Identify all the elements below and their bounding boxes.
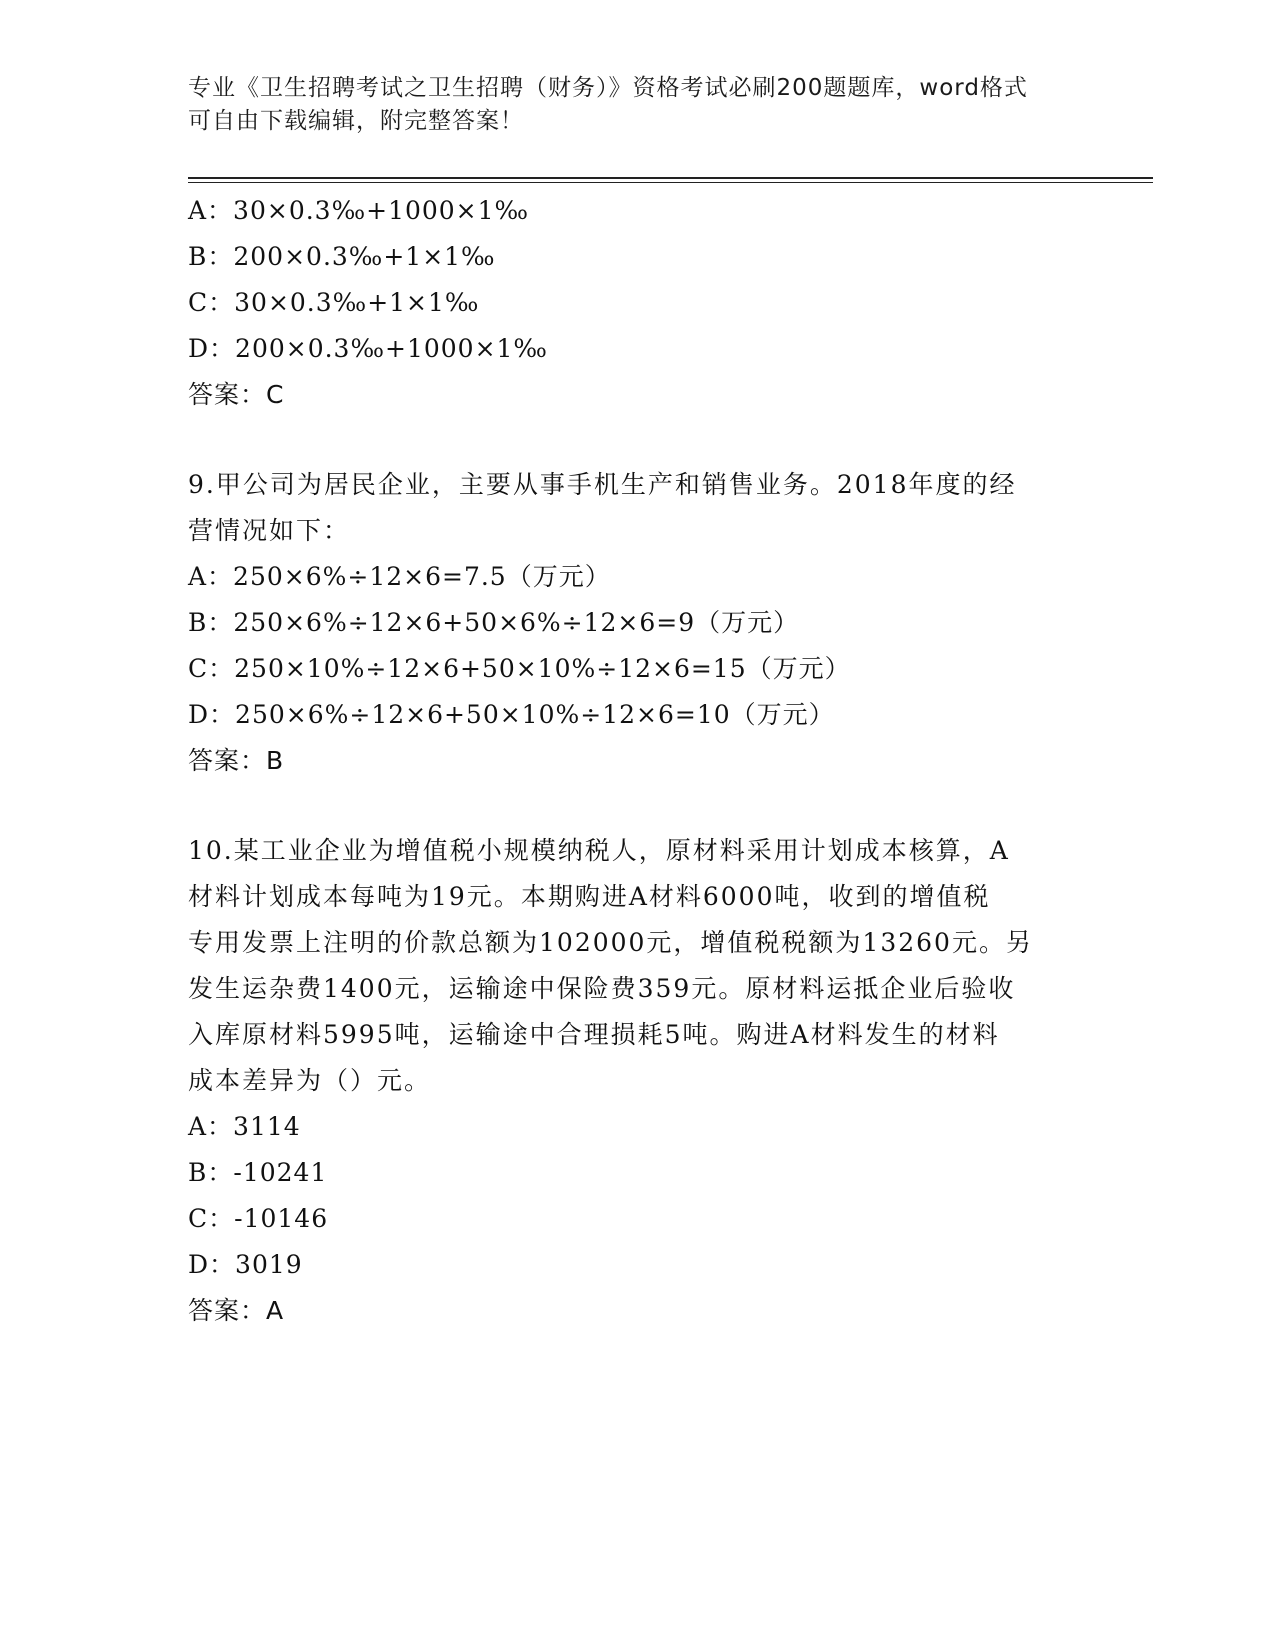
q10-stem-line-6: 成本差异为（）元。 xyxy=(188,1066,432,1095)
q10-answer: 答案：A xyxy=(188,1296,285,1325)
q10-option-a: A：3114 xyxy=(188,1112,301,1141)
header-divider-thin xyxy=(188,182,1153,183)
q9-stem-line-1: 9.甲公司为居民企业，主要从事手机生产和销售业务。2018年度的经 xyxy=(188,470,1017,499)
q10-option-d: D：3019 xyxy=(188,1250,303,1279)
header-title-line-2: 可自由下载编辑，附完整答案！ xyxy=(188,108,524,134)
spacer xyxy=(188,784,1088,828)
spacer xyxy=(188,418,1088,462)
q8-option-c: C：30×0.3‰+1×1‰ xyxy=(188,288,480,317)
q8-option-d: D：200×0.3‰+1000×1‰ xyxy=(188,334,548,363)
q10-stem xyxy=(188,828,1068,1104)
q9-option-b: B：250×6%÷12×6+50×6%÷12×6=9（万元） xyxy=(188,608,800,637)
q10-stem-line-3: 专用发票上注明的价款总额为102000元，增值税税额为13260元。另 xyxy=(188,928,1033,957)
q9-stem-line-2: 营情况如下： xyxy=(188,516,351,545)
q9-answer: 答案：B xyxy=(188,746,285,775)
header-divider-thick xyxy=(188,177,1153,179)
q10-stem-line-5: 入库原材料5995吨，运输途中合理损耗5吨。购进A材料发生的材料 xyxy=(188,1020,1000,1049)
q10-option-b: B：-10241 xyxy=(188,1158,328,1187)
q8-option-a: A：30×0.3‰+1000×1‰ xyxy=(188,196,530,225)
header-title-line-1: 专业《卫生招聘考试之卫生招聘（财务）》资格考试必刷200题题库，word格式 xyxy=(188,75,1028,101)
q10-stem-line-1: 10.某工业企业为增值税小规模纳税人，原材料采用计划成本核算，A xyxy=(188,836,1010,865)
q9-option-d: D：250×6%÷12×6+50×10%÷12×6=10（万元） xyxy=(188,700,835,729)
document-body xyxy=(188,188,1088,1334)
q8-option-b: B：200×0.3‰+1×1‰ xyxy=(188,242,496,271)
q10-stem-line-4: 发生运杂费1400元，运输途中保险费359元。原材料运抵企业后验收 xyxy=(188,974,1016,1003)
q9-stem xyxy=(188,462,1068,554)
q9-option-c: C：250×10%÷12×6+50×10%÷12×6=15（万元） xyxy=(188,654,851,683)
question-8-block xyxy=(188,188,1088,418)
q10-option-c: C：-10146 xyxy=(188,1204,329,1233)
q8-answer: 答案：C xyxy=(188,380,285,409)
q10-stem-line-2: 材料计划成本每吨为19元。本期购进A材料6000吨，收到的增值税 xyxy=(188,882,991,911)
question-9-block xyxy=(188,462,1088,784)
question-10-block xyxy=(188,828,1088,1334)
page-header xyxy=(188,72,1088,138)
q9-option-a: A：250×6%÷12×6=7.5（万元） xyxy=(188,562,611,591)
